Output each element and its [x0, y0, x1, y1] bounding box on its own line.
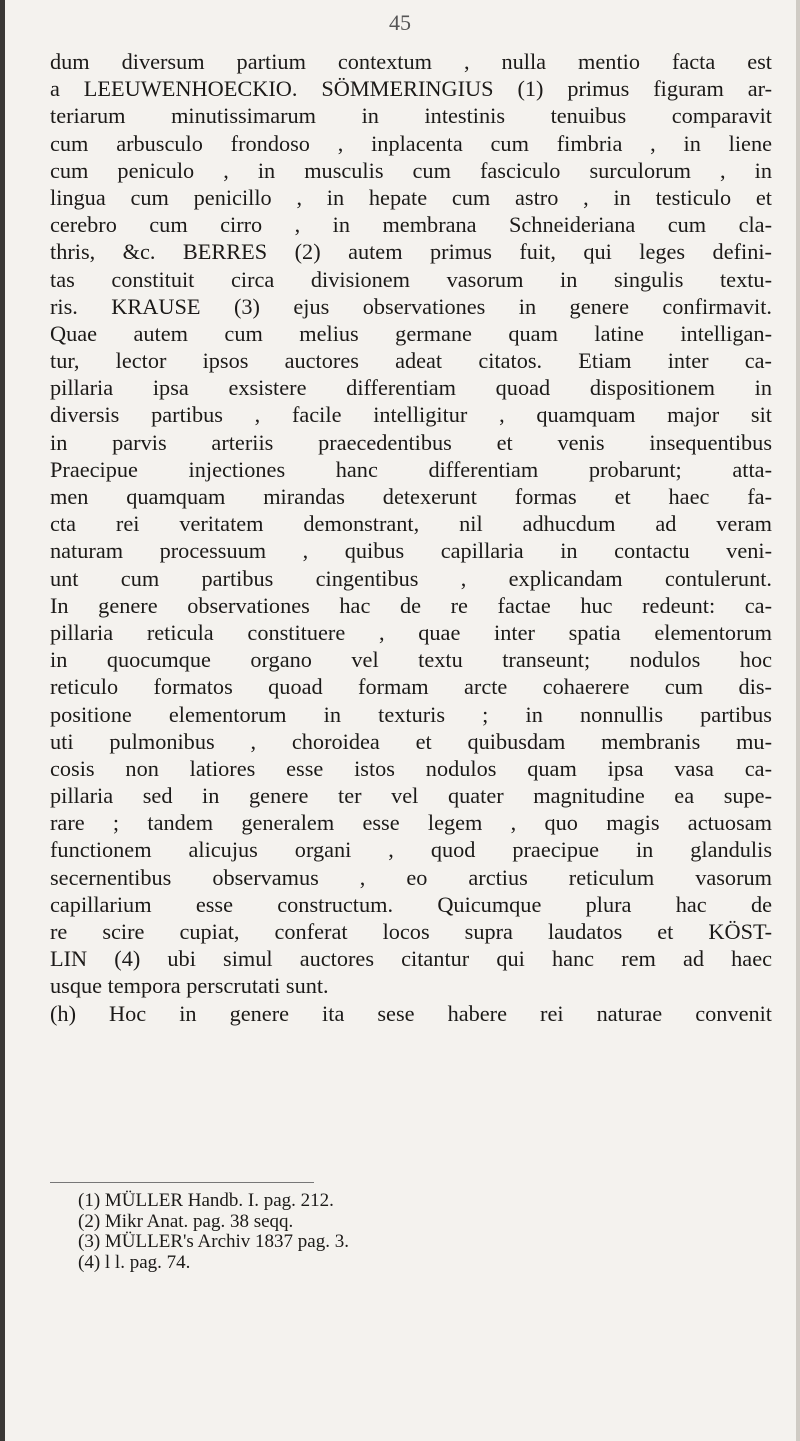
page-number: 45: [389, 10, 411, 35]
text-line: re scire cupiat, conferat locos supra laudatos et KÖST-: [50, 919, 772, 944]
text-line: uti pulmonibus , choroidea et quibusdam membranis mu-: [50, 728, 772, 754]
text-line: pillaria sed in genere ter vel quater magnitudine ea supe-: [50, 783, 772, 809]
text-line: diversis partibus , facile intelligitur , quamquam major sit: [50, 402, 772, 428]
text-line: a LEEUWENHOECKIO. SÖMMERINGIUS (1) primus figuram ar-: [50, 76, 772, 102]
text-line: pillaria ipsa exsistere differentiam quoad dispositionem in: [50, 375, 772, 401]
text-line: In genere observationes hac de re factae huc redeunt: ca-: [50, 592, 772, 618]
text-line: reticulo formatos quoad formam arcte cohaerere cum dis-: [50, 674, 772, 700]
text-line: Quae autem cum melius germane quam latine intelligan-: [50, 320, 772, 346]
text-line: cosis non latiores esse istos nodulos quam ipsa vasa ca-: [50, 755, 772, 781]
text-line: pillaria reticula constituere , quae inter spatia elementorum: [50, 619, 772, 645]
text-line: men quamquam mirandas detexerunt formas et haec fa-: [50, 484, 772, 509]
footnote-divider: [50, 1182, 314, 1183]
scan-edge-left: [0, 0, 5, 1441]
text-line: capillarium esse constructum. Quicumque plura hac de: [50, 891, 772, 917]
footnotes: [78, 1191, 578, 1273]
text-line: ris. KRAUSE (3) ejus observationes in genere confirmavit.: [50, 293, 772, 319]
text-line: rare ; tandem generalem esse legem , quo magis actuosam: [50, 810, 772, 836]
text-line: secernentibus observamus , eo arctius reticulum vasorum: [50, 864, 772, 890]
text-line: usque tempora perscrutati sunt.: [50, 973, 329, 999]
text-line: functionem alicujus organi , quod praecipue in glandulis: [50, 837, 772, 863]
footnote: (4) l l. pag. 74.: [78, 1251, 191, 1273]
text-line: tur, lector ipsos auctores adeat citatos. Etiam inter ca-: [50, 348, 772, 374]
text-line: LIN (4) ubi simul auctores citantur qui hanc rem ad haec: [50, 946, 772, 972]
footnote: (2) Mikr Anat. pag. 38 seqq.: [78, 1210, 294, 1232]
text-line: tas constituit circa divisionem vasorum in singulis textu-: [50, 266, 772, 292]
text-line: (h) Hoc in genere ita sese habere rei naturae convenit: [50, 1000, 772, 1026]
body-text: [50, 48, 772, 1027]
text-line: cta rei veritatem demonstrant, nil adhucdum ad veram: [50, 511, 772, 537]
text-line: positione elementorum in texturis ; in nonnullis partibus: [50, 701, 772, 727]
text-line: teriarum minutissimarum in intestinis tenuibus comparavit: [50, 103, 772, 129]
text-line: dum diversum partium contextum , nulla mentio facta est: [50, 49, 772, 74]
text-line: unt cum partibus cingentibus , explicandam contulerunt.: [50, 565, 772, 591]
text-line: in quocumque organo vel textu transeunt; nodulos hoc: [50, 647, 772, 673]
scan-edge-right: [796, 0, 800, 1441]
footnote: (3) MÜLLER's Archiv 1837 pag. 3.: [78, 1231, 349, 1252]
footnote: (1) MÜLLER Handb. I. pag. 212.: [78, 1190, 334, 1211]
text-line: cum peniculo , in musculis cum fasciculo surculorum , in: [50, 157, 772, 183]
text-line: thris, &c. BERRES (2) autem primus fuit, qui leges defini-: [50, 239, 772, 265]
text-line: naturam processuum , quibus capillaria in contactu veni-: [50, 538, 772, 564]
text-line: lingua cum penicillo , in hepate cum astro , in testiculo et: [50, 184, 772, 210]
text-line: cerebro cum cirro , in membrana Schneideriana cum cla-: [50, 212, 772, 238]
text-line: Praecipue injectiones hanc differentiam probarunt; atta-: [50, 456, 772, 482]
text-line: in parvis arteriis praecedentibus et venis insequentibus: [50, 429, 772, 455]
text-line: cum arbusculo frondoso , inplacenta cum fimbria , in liene: [50, 130, 772, 156]
